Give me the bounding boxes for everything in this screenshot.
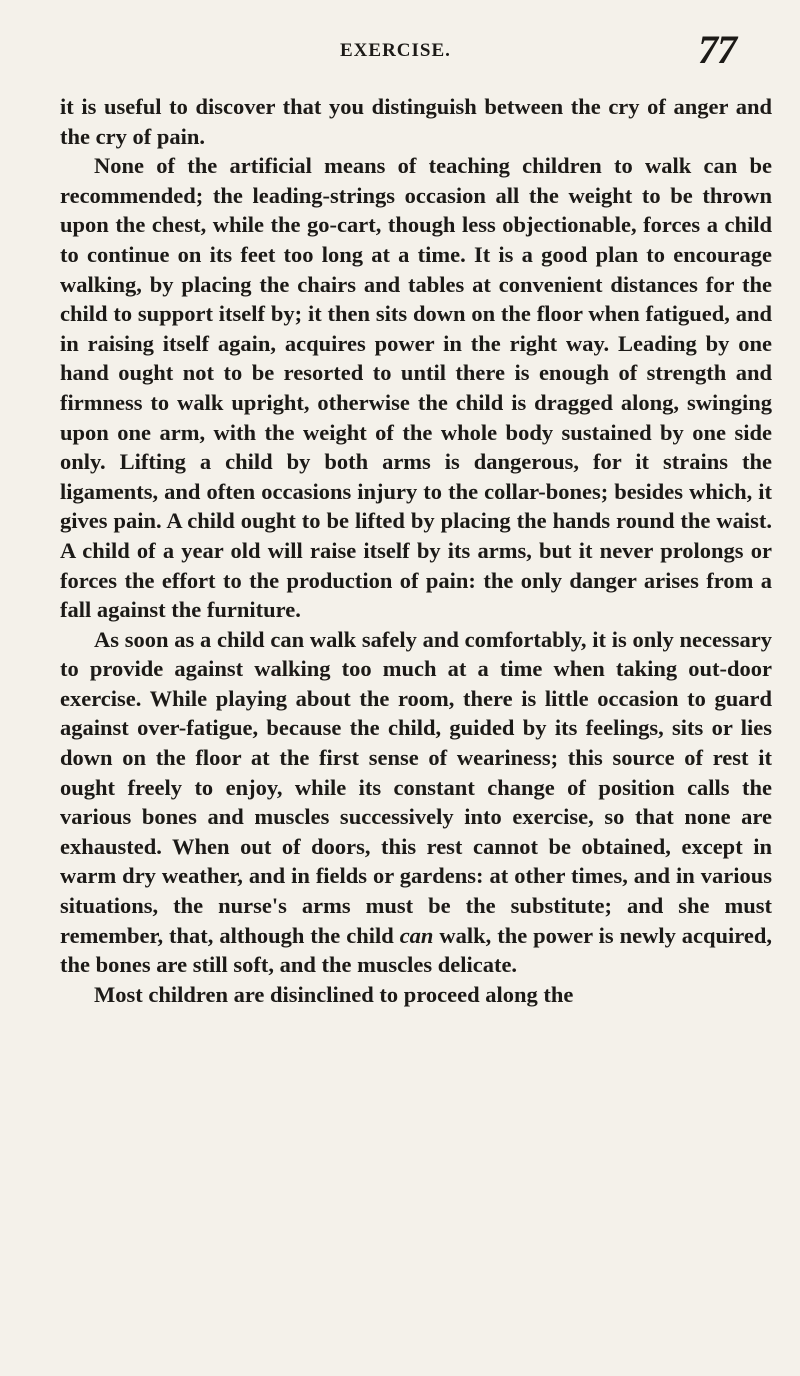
paragraph-continued: it is useful to discover that you distinguish between the cry of anger and the cry of pain. — [60, 94, 772, 149]
running-header — [0, 27, 800, 88]
paragraph-out-door-exercise — [60, 625, 772, 980]
paragraph-text-part: walk, the power is newly acquired, the bones are still soft, and the muscles delicate. — [60, 922, 772, 978]
running-title: EXERCISE. — [340, 40, 451, 61]
page-number: 77 — [698, 27, 736, 72]
emphasized-word: can — [399, 922, 434, 948]
paragraph-final-line: Most children are disinclined to proceed along the — [94, 981, 574, 1007]
paragraph-text-part: As soon as a child can walk safely and comfortably, it is only necessary to provide against walking too much at a time when taking out-door exercise. While playing about the room, there is little occasion to guard against over-fatigue, because the child, guided by its feelings, sits or lies down on the floor at the first sense of weariness; this source of rest it ought freely to enjoy, while its constant change of position calls the various bones and muscles successively into exercise, so that none are exhausted. When out of doors, this rest cannot be obtained, except in warm dry weather, and in fields or gardens: at other times, and in various situations, the nurse's arms must be the substitute; and she must remember, that, although the child — [60, 626, 772, 948]
body-text — [60, 92, 772, 1009]
paragraph-walking-aids: None of the artificial means of teaching children to walk can be recommended; the leading-strings occasion all the weight to be thrown upon the chest, while the go-cart, though less objectionable, forces a child to continue on its feet too long at a time. It is a good plan to encourage walking, by placing the chairs and tables at convenient distances for the child to support itself by; it then sits down on the floor when fatigued, and in raising itself again, acquires power in the right way. Leading by one hand ought not to be resorted to until there is enough of strength and firmness to walk upright, otherwise the child is dragged along, swinging upon one arm, with the weight of the whole body sustained by one side only. Lifting a child by both arms is dangerous, for it strains the ligaments, and often occasions injury to the collar-bones; besides which, it gives pain. A child ought to be lifted by placing the hands round the waist. A child of a year old will raise itself by its arms, but it never prolongs or forces the effort to the production of pain: the only danger arises from a fall against the furniture. — [60, 153, 772, 623]
